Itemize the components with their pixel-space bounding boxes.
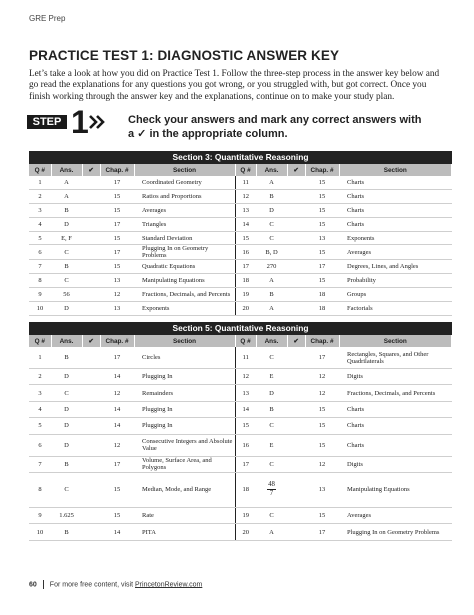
check-cell[interactable]	[287, 260, 305, 274]
chapter-number: 15	[305, 401, 339, 417]
section-name: Probability	[339, 274, 452, 288]
answer-cell: B	[256, 288, 287, 302]
section3-title: Section 3: Quantitative Reasoning	[29, 151, 452, 164]
column-header: Section	[339, 164, 452, 176]
table-header-row	[29, 164, 452, 176]
column-header: Q #	[29, 335, 51, 347]
section-name: Fractions, Decimals, and Percents	[339, 385, 452, 401]
chapter-number: 15	[305, 507, 339, 523]
answer-cell: D	[51, 434, 82, 456]
check-cell[interactable]	[287, 401, 305, 417]
answer-cell: C	[51, 385, 82, 401]
answer-cell: A	[256, 274, 287, 288]
chapter-number: 15	[305, 189, 339, 203]
section-name: Charts	[339, 434, 452, 456]
table-row	[29, 385, 452, 401]
check-cell[interactable]	[82, 189, 100, 203]
chapter-number: 12	[305, 385, 339, 401]
check-cell[interactable]	[82, 231, 100, 245]
column-header: Section	[339, 335, 452, 347]
question-number: 15	[235, 418, 256, 434]
answer-cell: A	[51, 189, 82, 203]
section3-answer-table	[29, 164, 452, 316]
page-title: PRACTICE TEST 1: DIAGNOSTIC ANSWER KEY	[29, 48, 340, 63]
answer-cell: B	[51, 260, 82, 274]
chapter-number: 15	[305, 274, 339, 288]
question-number: 3	[29, 385, 51, 401]
check-cell[interactable]	[82, 418, 100, 434]
check-cell[interactable]	[82, 288, 100, 302]
check-cell[interactable]	[287, 203, 305, 217]
chapter-number: 15	[305, 434, 339, 456]
check-cell[interactable]	[82, 385, 100, 401]
section-name: Charts	[339, 217, 452, 231]
chapter-number: 14	[100, 369, 134, 385]
chapter-number: 17	[100, 456, 134, 472]
answer-cell: D	[51, 302, 82, 316]
check-cell[interactable]	[287, 369, 305, 385]
footer-link[interactable]: PrincetonReview.com	[135, 581, 203, 589]
table-row	[29, 401, 452, 417]
question-number: 5	[29, 231, 51, 245]
check-cell[interactable]	[287, 217, 305, 231]
table-row	[29, 217, 452, 231]
section-name: Consecutive Integers and Absolute Value	[134, 434, 235, 456]
section-name: Charts	[339, 189, 452, 203]
chapter-number: 13	[100, 274, 134, 288]
chapter-number: 15	[100, 189, 134, 203]
table-row	[29, 434, 452, 456]
check-column-header: ✔	[82, 164, 100, 176]
check-cell[interactable]	[287, 507, 305, 523]
footer-divider	[43, 580, 44, 589]
section-name: Fractions, Decimals, and Percents	[134, 288, 235, 302]
chapter-number: 12	[305, 369, 339, 385]
chapter-number: 17	[305, 260, 339, 274]
table-row	[29, 507, 452, 523]
answer-cell: 270	[256, 260, 287, 274]
question-number: 7	[29, 456, 51, 472]
table-row	[29, 472, 452, 507]
section-name: Exponents	[134, 302, 235, 316]
column-header: Section	[134, 164, 235, 176]
chapter-number: 17	[305, 524, 339, 540]
column-header: Chap. #	[100, 164, 134, 176]
section-name: Digits	[339, 369, 452, 385]
question-number: 9	[29, 288, 51, 302]
section-name: Averages	[339, 245, 452, 260]
section-name: Manipulating Equations	[134, 274, 235, 288]
answer-cell: C	[256, 231, 287, 245]
check-column-header: ✔	[82, 335, 100, 347]
section5-table-block	[29, 322, 452, 541]
check-cell[interactable]	[287, 418, 305, 434]
question-number: 6	[29, 245, 51, 260]
check-cell[interactable]	[82, 401, 100, 417]
section5-answer-table	[29, 335, 452, 541]
question-number: 13	[235, 203, 256, 217]
check-cell[interactable]	[82, 274, 100, 288]
check-cell[interactable]	[287, 231, 305, 245]
answer-cell: A	[256, 524, 287, 540]
answer-cell: C	[256, 347, 287, 369]
section-name: Groups	[339, 288, 452, 302]
section-name: Circles	[134, 347, 235, 369]
table-row	[29, 245, 452, 260]
column-header: Chap. #	[100, 335, 134, 347]
answer-cell: C	[51, 274, 82, 288]
question-number: 17	[235, 456, 256, 472]
answer-cell: A	[256, 302, 287, 316]
column-header: Q #	[235, 335, 256, 347]
answer-cell: D	[256, 385, 287, 401]
answer-cell: C	[256, 456, 287, 472]
step-badge	[27, 104, 112, 140]
table-row	[29, 347, 452, 369]
answer-cell: D	[51, 401, 82, 417]
section-name: Charts	[339, 203, 452, 217]
table-row	[29, 418, 452, 434]
check-cell[interactable]	[82, 369, 100, 385]
chapter-number: 15	[100, 231, 134, 245]
chapter-number: 12	[100, 288, 134, 302]
table-row	[29, 524, 452, 540]
chapter-number: 15	[305, 245, 339, 260]
section-name: Exponents	[339, 231, 452, 245]
column-header: Ans.	[51, 335, 82, 347]
check-cell[interactable]	[82, 434, 100, 456]
answer-cell: A	[256, 176, 287, 189]
answer-cell: B	[256, 189, 287, 203]
check-cell[interactable]	[82, 203, 100, 217]
check-cell[interactable]	[287, 288, 305, 302]
chapter-number: 15	[305, 418, 339, 434]
check-cell[interactable]	[82, 347, 100, 369]
answer-cell: C	[256, 418, 287, 434]
answer-cell: C	[256, 217, 287, 231]
answer-cell: E, F	[51, 231, 82, 245]
section-name: Averages	[339, 507, 452, 523]
question-number: 5	[29, 418, 51, 434]
section-name: Quadratic Equations	[134, 260, 235, 274]
section-name: Plugging In	[134, 418, 235, 434]
question-number: 20	[235, 302, 256, 316]
answer-cell: B	[51, 203, 82, 217]
question-number: 10	[29, 302, 51, 316]
section-name: Degrees, Lines, and Angles	[339, 260, 452, 274]
section-name: Plugging In	[134, 369, 235, 385]
page-footer	[29, 580, 202, 589]
answer-cell: C	[256, 507, 287, 523]
section-name: Standard Deviation	[134, 231, 235, 245]
question-number: 6	[29, 434, 51, 456]
table-row	[29, 176, 452, 189]
check-cell[interactable]	[82, 524, 100, 540]
footer-text: For more free content, visit	[49, 581, 134, 589]
table-row	[29, 203, 452, 217]
answer-cell: B	[51, 524, 82, 540]
answer-cell: C	[51, 472, 82, 507]
check-cell[interactable]	[82, 260, 100, 274]
section-name: Rate	[134, 507, 235, 523]
question-number: 4	[29, 401, 51, 417]
check-cell[interactable]	[287, 176, 305, 189]
chapter-number: 13	[305, 472, 339, 507]
answer-cell: D	[51, 369, 82, 385]
question-number: 1	[29, 176, 51, 189]
chapter-number: 14	[100, 524, 134, 540]
chapter-number: 17	[305, 347, 339, 369]
chapter-number: 15	[100, 260, 134, 274]
fraction-denominator: 7	[269, 490, 274, 498]
section5-title: Section 5: Quantitative Reasoning	[29, 322, 452, 335]
question-number: 14	[235, 401, 256, 417]
check-cell[interactable]	[287, 347, 305, 369]
section-name: Charts	[339, 401, 452, 417]
section-name: Plugging In on Geometry Problems	[339, 524, 452, 540]
check-cell[interactable]	[287, 302, 305, 316]
column-header: Ans.	[256, 335, 287, 347]
question-number: 17	[235, 260, 256, 274]
table-row	[29, 456, 452, 472]
section-name: Digits	[339, 456, 452, 472]
answer-cell: A	[51, 176, 82, 189]
chapter-number: 17	[100, 176, 134, 189]
table-row	[29, 260, 452, 274]
chapter-number: 15	[305, 203, 339, 217]
section-name: Rectangles, Squares, and Other Quadrilaterals	[339, 347, 452, 369]
chapter-number: 13	[305, 231, 339, 245]
section-name: Manipulating Equations	[339, 472, 452, 507]
section-name: Averages	[134, 203, 235, 217]
question-number: 8	[29, 274, 51, 288]
chapter-number: 15	[100, 472, 134, 507]
column-header: Q #	[29, 164, 51, 176]
answer-cell: D	[51, 217, 82, 231]
answer-cell: 1.625	[51, 507, 82, 523]
question-number: 14	[235, 217, 256, 231]
column-header: Q #	[235, 164, 256, 176]
question-number: 1	[29, 347, 51, 369]
page-number: 60	[29, 581, 37, 589]
chapter-number: 15	[305, 217, 339, 231]
chapter-number: 14	[100, 401, 134, 417]
step-label: STEP	[27, 115, 67, 129]
answer-cell: 56	[51, 288, 82, 302]
section-name: Volume, Surface Area, and Polygons	[134, 456, 235, 472]
table-row	[29, 231, 452, 245]
table-header-row	[29, 335, 452, 347]
step-number: 1	[71, 104, 89, 140]
question-number: 10	[29, 524, 51, 540]
chapter-number: 18	[305, 302, 339, 316]
chapter-number: 12	[100, 385, 134, 401]
column-header: Chap. #	[305, 335, 339, 347]
fraction-answer	[267, 481, 276, 498]
answer-cell: E	[256, 434, 287, 456]
answer-cell: D	[51, 418, 82, 434]
chapter-number: 13	[100, 302, 134, 316]
chevron-right-icon	[89, 115, 105, 129]
table-row	[29, 369, 452, 385]
check-column-header: ✔	[287, 164, 305, 176]
section-name: Factorials	[339, 302, 452, 316]
question-number: 12	[235, 189, 256, 203]
check-cell[interactable]	[287, 274, 305, 288]
question-number: 11	[235, 176, 256, 189]
table-row	[29, 274, 452, 288]
check-column-header: ✔	[287, 335, 305, 347]
step-instruction: Check your answers and mark any correct answers with a ✓ in the appropriate column.	[128, 114, 422, 140]
check-cell[interactable]	[82, 217, 100, 231]
table-row	[29, 302, 452, 316]
section-name: Ratios and Proportions	[134, 189, 235, 203]
question-number: 8	[29, 472, 51, 507]
check-cell[interactable]	[82, 245, 100, 260]
answer-cell: B, D	[256, 245, 287, 260]
fraction-numerator: 48	[268, 481, 275, 489]
answer-cell	[256, 472, 287, 507]
question-number: 19	[235, 288, 256, 302]
answer-cell: C	[51, 245, 82, 260]
check-cell[interactable]	[287, 472, 305, 507]
question-number: 12	[235, 369, 256, 385]
question-number: 3	[29, 203, 51, 217]
table-row	[29, 288, 452, 302]
question-number: 2	[29, 189, 51, 203]
question-number: 13	[235, 385, 256, 401]
section-name: Coordinated Geometry	[134, 176, 235, 189]
check-cell[interactable]	[82, 302, 100, 316]
question-number: 2	[29, 369, 51, 385]
answer-cell: E	[256, 369, 287, 385]
section-name: Charts	[339, 176, 452, 189]
section-name: Charts	[339, 418, 452, 434]
question-number: 18	[235, 472, 256, 507]
section-name: Plugging In on Geometry Problems	[134, 245, 235, 260]
chapter-number: 14	[100, 418, 134, 434]
question-number: 16	[235, 434, 256, 456]
chapter-number: 15	[100, 507, 134, 523]
column-header: Ans.	[51, 164, 82, 176]
question-number: 7	[29, 260, 51, 274]
chapter-number: 18	[305, 288, 339, 302]
chapter-number: 17	[100, 217, 134, 231]
answer-cell: D	[256, 203, 287, 217]
section-name: Median, Mode, and Range	[134, 472, 235, 507]
question-number: 15	[235, 231, 256, 245]
answer-cell: B	[51, 456, 82, 472]
chapter-number: 12	[100, 434, 134, 456]
chapter-number: 17	[100, 245, 134, 260]
check-cell[interactable]	[287, 524, 305, 540]
check-cell[interactable]	[287, 189, 305, 203]
column-header: Chap. #	[305, 164, 339, 176]
section-name: Plugging In	[134, 401, 235, 417]
check-cell[interactable]	[287, 434, 305, 456]
question-number: 11	[235, 347, 256, 369]
check-cell[interactable]	[82, 507, 100, 523]
section-name: Triangles	[134, 217, 235, 231]
header-label: GRE Prep	[29, 14, 66, 23]
intro-paragraph: Let’s take a look at how you did on Practice Test 1. Follow the three-step process in the answer key below and go read the explanations for any questions you got wrong, or you struggled with, but got correct. Once you finish working through the answer key and the explanations, continue on to make your study plan.	[29, 69, 440, 102]
check-cell[interactable]	[82, 472, 100, 507]
check-cell[interactable]	[82, 456, 100, 472]
question-number: 9	[29, 507, 51, 523]
question-number: 20	[235, 524, 256, 540]
section3-table-block	[29, 151, 452, 316]
check-cell[interactable]	[82, 176, 100, 189]
section-name: PITA	[134, 524, 235, 540]
chapter-number: 17	[100, 347, 134, 369]
table-row	[29, 189, 452, 203]
column-header: Ans.	[256, 164, 287, 176]
chapter-number: 12	[305, 456, 339, 472]
check-cell[interactable]	[287, 456, 305, 472]
question-number: 16	[235, 245, 256, 260]
section-name: Remainders	[134, 385, 235, 401]
column-header: Section	[134, 335, 235, 347]
question-number: 4	[29, 217, 51, 231]
question-number: 18	[235, 274, 256, 288]
chapter-number: 15	[100, 203, 134, 217]
chapter-number: 15	[305, 176, 339, 189]
answer-cell: B	[51, 347, 82, 369]
check-cell[interactable]	[287, 245, 305, 260]
question-number: 19	[235, 507, 256, 523]
answer-cell: B	[256, 401, 287, 417]
check-cell[interactable]	[287, 385, 305, 401]
